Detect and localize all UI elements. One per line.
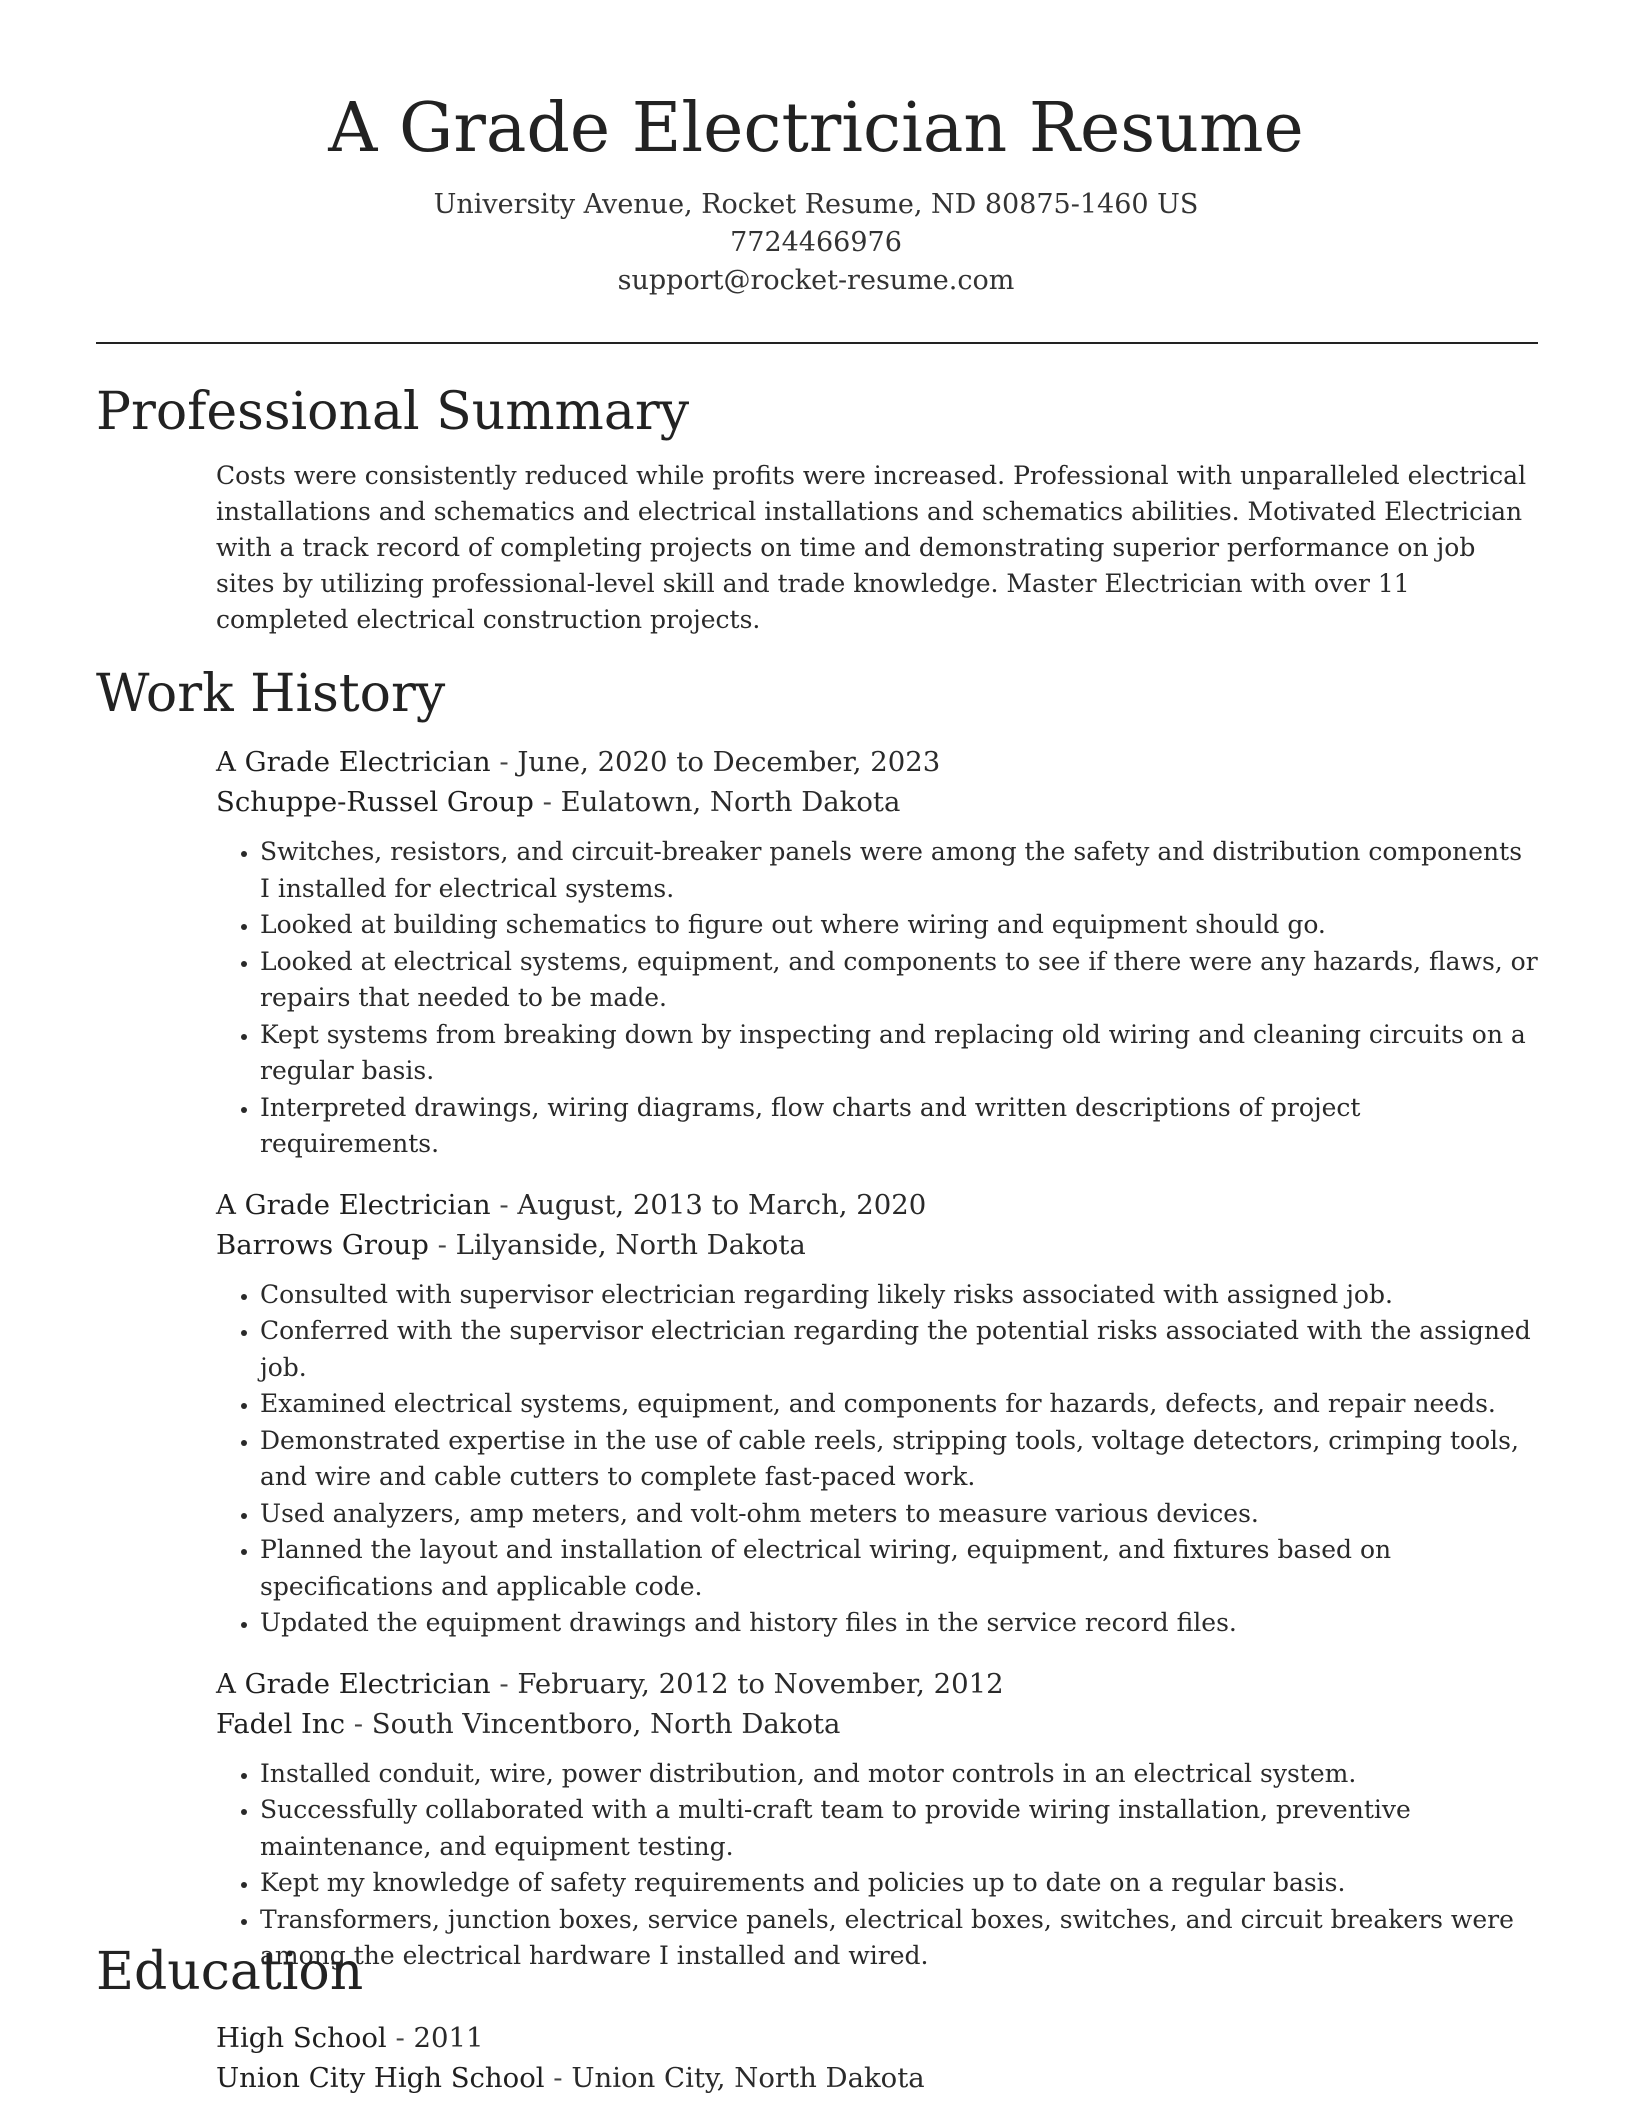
duty-item: • Demonstrated expertise in the use of cable reels, stripping tools, voltage detectors, crimping tools, and wire and cable cutters to complete fast-paced work. <box>260 1423 1538 1496</box>
summary-heading: Professional Summary <box>96 382 690 442</box>
duty-item: • Transformers, junction boxes, service panels, electrical boxes, switches, and circuit breakers were among the electrical hardware I installed and wired. <box>260 1902 1538 1975</box>
separator: - <box>490 746 518 778</box>
job-role: A Grade Electrician <box>216 1667 491 1700</box>
contact-phone: 7724466976 <box>730 227 902 258</box>
job-location: South Vincentboro, North Dakota <box>371 1707 841 1740</box>
header-divider <box>96 342 1538 344</box>
job-duties <box>216 1756 1538 1975</box>
duty-item: • Looked at building schematics to figure out where wiring and equipment should go. <box>260 907 1538 944</box>
education-school-line <box>216 2058 1538 2098</box>
education-heading: Education <box>96 1942 364 2002</box>
job-dates: August, 2013 to March, 2020 <box>517 1188 927 1221</box>
education-degree: High School <box>216 2022 387 2054</box>
job-location: Eulatown, North Dakota <box>560 786 901 818</box>
duty-item: • Used analyzers, amp meters, and volt-ohm meters to measure various devices. <box>260 1496 1538 1533</box>
work-history-list <box>216 742 1538 1997</box>
job-title-line <box>216 1185 1538 1225</box>
education-degree-line <box>216 2018 1538 2058</box>
separator: - <box>386 2022 414 2054</box>
job-company: Barrows Group <box>216 1228 429 1261</box>
separator: - <box>428 1228 456 1261</box>
job-entry <box>216 1185 1538 1642</box>
separator: - <box>490 1667 518 1700</box>
job-entry <box>216 1664 1538 1975</box>
duty-item: • Updated the equipment drawings and history files in the service record files. <box>260 1605 1538 1642</box>
job-role: A Grade Electrician <box>216 746 491 778</box>
job-dates: June, 2020 to December, 2023 <box>517 746 941 778</box>
duty-item: • Examined electrical systems, equipment, and components for hazards, defects, and repair needs. <box>260 1386 1538 1423</box>
contact-address: University Avenue, Rocket Resume, ND 80875-1460 US <box>433 189 1199 220</box>
duty-item: • Successfully collaborated with a multi-craft team to provide wiring installation, preventive maintenance, and equipment testing. <box>260 1792 1538 1865</box>
separator: - <box>544 2062 572 2094</box>
job-company: Fadel Inc <box>216 1707 346 1740</box>
job-duties <box>216 1277 1538 1642</box>
job-role: A Grade Electrician <box>216 1188 491 1221</box>
duty-item: • Kept systems from breaking down by inspecting and replacing old wiring and cleaning circuits on a regular basis. <box>260 1017 1538 1090</box>
duty-item: • Installed conduit, wire, power distribution, and motor controls in an electrical system. <box>260 1756 1538 1793</box>
duty-item: • Switches, resistors, and circuit-breaker panels were among the safety and distribution components I installed for electrical systems. <box>260 834 1538 907</box>
job-duties <box>216 834 1538 1163</box>
job-title-line <box>216 742 1538 782</box>
education-school: Union City High School <box>216 2062 545 2094</box>
duty-item: • Interpreted drawings, wiring diagrams, flow charts and written descriptions of project requirements. <box>260 1090 1538 1163</box>
job-title-line <box>216 1664 1538 1704</box>
separator: - <box>533 786 561 818</box>
summary-text: Costs were consistently reduced while profits were increased. Professional with unparalleled electrical installations and schematics and electrical installations and schematics abilities. Motivated Electrician with a track record of completing projects on time and demonstrating superior performance on job sites by utilizing professional-level skill and trade knowledge. Master Electrician with over 11 completed electrical construction projects. <box>216 461 1527 634</box>
job-company-line <box>216 782 1538 822</box>
work-history-heading: Work History <box>96 664 446 724</box>
job-company-line <box>216 1225 1538 1265</box>
contact-block <box>0 186 1632 300</box>
job-company-line <box>216 1704 1538 1744</box>
education-year: 2011 <box>413 2022 484 2054</box>
job-entry <box>216 742 1538 1163</box>
education-location: Union City, North Dakota <box>571 2062 925 2094</box>
job-location: Lilyanside, North Dakota <box>455 1228 806 1261</box>
job-dates: February, 2012 to November, 2012 <box>517 1667 1004 1700</box>
resume-header <box>0 0 1632 300</box>
resume-name: A Grade Electrician Resume <box>328 89 1304 168</box>
separator: - <box>345 1707 372 1740</box>
job-company: Schuppe-Russel Group <box>216 786 534 818</box>
separator: - <box>490 1188 518 1221</box>
duty-item: • Conferred with the supervisor electrician regarding the potential risks associated with the assigned job. <box>260 1313 1538 1386</box>
duty-item: • Consulted with supervisor electrician regarding likely risks associated with assigned job. <box>260 1277 1538 1314</box>
duty-item: • Kept my knowledge of safety requirements and policies up to date on a regular basis. <box>260 1865 1538 1902</box>
education-entry <box>216 2018 1538 2098</box>
duty-item: • Looked at electrical systems, equipment, and components to see if there were any hazards, flaws, or repairs that needed to be made. <box>260 944 1538 1017</box>
duty-item: • Planned the layout and installation of electrical wiring, equipment, and fixtures based on specifications and applicable code. <box>260 1532 1538 1605</box>
contact-email: support@rocket-resume.com <box>617 265 1015 296</box>
